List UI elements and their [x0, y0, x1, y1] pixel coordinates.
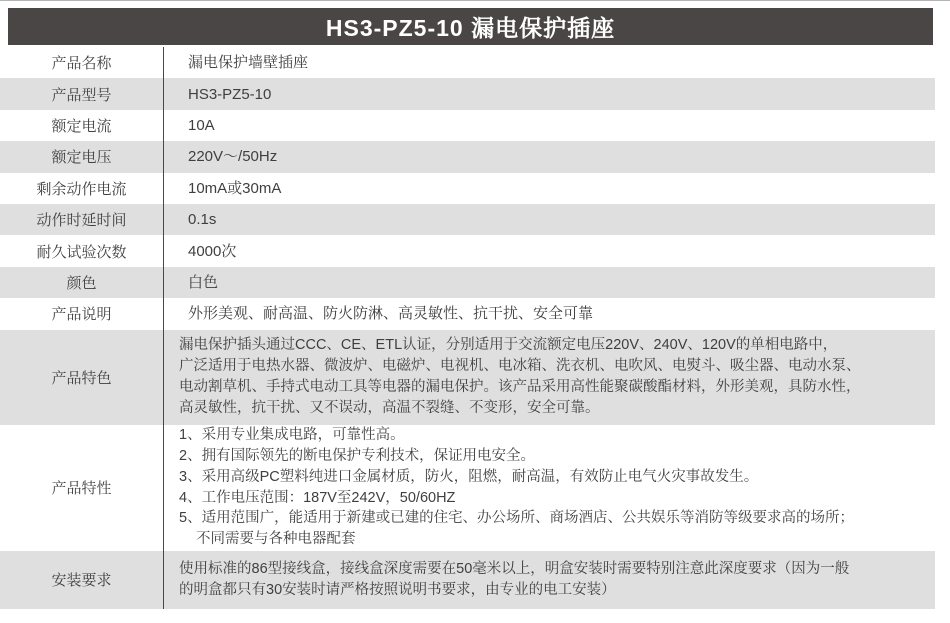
row-value-line: 电动割草机、手持式电动工具等电器的漏电保护。该产品采用高性能聚碳酸酯材料，外形美观，具防水性， [179, 379, 861, 396]
row-label: 产品名称 [0, 47, 164, 78]
row-label: 额定电流 [0, 110, 164, 141]
table-row [0, 204, 935, 235]
table-row [0, 425, 935, 551]
row-value [164, 267, 935, 298]
row-value [164, 330, 935, 425]
row-value [164, 204, 935, 235]
row-label: 额定电压 [0, 141, 164, 172]
row-value [164, 110, 935, 141]
row-value-line: 220V～/50Hz [188, 148, 278, 166]
row-value-line: 不同需要与各种电器配套 [196, 531, 356, 548]
row-value-line: 4000次 [188, 242, 237, 260]
table-row [0, 47, 935, 78]
row-value [164, 425, 935, 551]
table-row [0, 110, 935, 141]
row-value-line: 白色 [188, 273, 219, 291]
table-row [0, 298, 935, 329]
table-row [0, 141, 935, 172]
table-row [0, 330, 935, 425]
row-label: 动作时延时间 [0, 204, 164, 235]
row-label: 耐久试验次数 [0, 235, 164, 266]
table-row [0, 78, 935, 109]
row-value-line: 漏电保护墙壁插座 [188, 54, 309, 72]
row-value-line: 的明盒都只有30安装时请严格按照说明书要求，由专业的电工安装） [179, 581, 616, 598]
row-label: 安装要求 [0, 551, 164, 609]
row-value [164, 78, 935, 109]
table-row [0, 235, 935, 266]
table-row [0, 267, 935, 298]
row-value [164, 47, 935, 78]
page-title: HS3-PZ5-10 漏电保护插座 [325, 15, 616, 41]
row-value-line: 4、工作电压范围：187V至242V，50/60HZ [179, 489, 456, 506]
row-value [164, 235, 935, 266]
row-label: 产品型号 [0, 78, 164, 109]
page-title-bar [8, 8, 933, 45]
row-value-line: 5、适用范围广，能适用于新建或已建的住宅、办公场所、商场酒店、公共娱乐等消防等级要求高的场所； [179, 510, 855, 527]
row-value-line: 10mA或30mA [188, 179, 282, 197]
row-value [164, 141, 935, 172]
table-row [0, 551, 935, 609]
spec-table [0, 47, 935, 609]
row-label: 产品特性 [0, 425, 164, 551]
row-label: 剩余动作电流 [0, 173, 164, 204]
row-value-line: 使用标准的86型接线盒，接线盒深度需要在50毫米以上，明盒安装时需要特别注意此深度要求（因为一般 [179, 560, 850, 577]
table-row [0, 173, 935, 204]
row-value-line: 1、采用专业集成电路，可靠性高。 [179, 427, 405, 444]
top-divider-line [0, 0, 950, 1]
row-value [164, 173, 935, 204]
row-value-line: 外形美观、耐高温、防火防淋、高灵敏性、抗干扰、安全可靠 [188, 305, 594, 323]
row-value-line: 0.1s [188, 211, 217, 229]
row-value [164, 298, 935, 329]
row-value [164, 551, 935, 609]
row-label: 产品特色 [0, 330, 164, 425]
row-value-line: 高灵敏性，抗干扰、又不误动，高温不裂缝、不变形，安全可靠。 [179, 400, 600, 417]
row-label: 颜色 [0, 267, 164, 298]
row-value-line: 10A [188, 116, 215, 134]
row-value-line: HS3-PZ5-10 [188, 85, 272, 103]
row-value-line: 3、采用高级PC塑料纯进口金属材质，防火，阻燃，耐高温，有效防止电气火灾事故发生。 [179, 468, 759, 485]
row-value-line: 广泛适用于电热水器、微波炉、电磁炉、电视机、电冰箱、洗衣机、电吹风、电熨斗、吸尘器、电动水泵、 [179, 358, 861, 375]
row-value-line: 2、拥有国际领先的断电保护专利技术，保证用电安全。 [179, 447, 536, 464]
row-label: 产品说明 [0, 298, 164, 329]
row-value-line: 漏电保护插头通过CCC、CE、ETL认证，分别适用于交流额定电压220V、240V、120V的单相电路中， [179, 337, 838, 354]
